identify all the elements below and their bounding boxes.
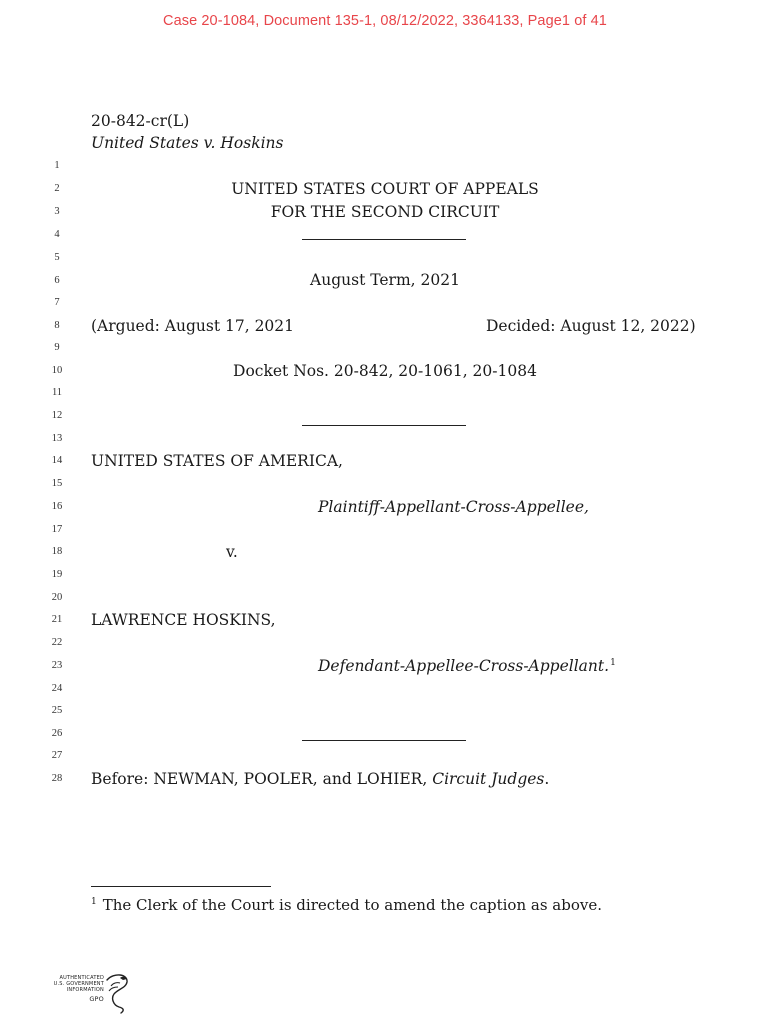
term: August Term, 2021 <box>310 271 460 289</box>
argued-date: (Argued: August 17, 2021 <box>91 317 295 335</box>
footnote-text: The Clerk of the Court is directed to amend the caption as above. <box>102 896 602 914</box>
line-number: 7 <box>54 297 60 308</box>
court-name: UNITED STATES COURT OF APPEALS <box>231 180 539 198</box>
case-short-title: United States v. Hoskins <box>91 134 284 152</box>
decided-date: Decided: August 12, 2022) <box>486 317 696 335</box>
gpo-agency: GPO <box>89 995 104 1003</box>
footnote-reference[interactable]: 1 <box>610 658 616 668</box>
defendant-role <box>318 657 616 675</box>
gpo-line: AUTHENTICATED <box>59 975 104 981</box>
footnote-marker: 1 <box>91 897 97 907</box>
footnote <box>91 896 602 914</box>
panel-end: . <box>544 770 550 788</box>
defendant-role-text: Defendant-Appellee-Cross-Appellant. <box>318 657 610 675</box>
line-number: 12 <box>51 410 63 421</box>
line-number: 15 <box>51 478 63 489</box>
docket-numbers: Docket Nos. 20-842, 20-1061, 20-1084 <box>233 362 537 380</box>
line-number: 19 <box>51 569 63 580</box>
versus: v. <box>226 543 238 561</box>
filing-header-stamp: Case 20-1084, Document 135-1, 08/12/2022, 3364133, Page1 of 41 <box>163 13 607 29</box>
gpo-eagle-icon <box>102 972 130 1016</box>
line-number: 26 <box>51 728 63 739</box>
line-number: 6 <box>54 275 60 286</box>
line-number: 5 <box>54 252 60 263</box>
line-number: 14 <box>51 455 63 466</box>
line-number: 25 <box>51 705 63 716</box>
line-number: 13 <box>51 433 63 444</box>
line-number: 4 <box>54 229 60 240</box>
caption-rule <box>302 740 466 741</box>
caption-rule <box>302 425 466 426</box>
line-number: 20 <box>51 592 63 603</box>
caption-rule <box>302 239 466 240</box>
line-number: 21 <box>51 614 63 625</box>
panel-judges <box>91 770 549 788</box>
gpo-line: INFORMATION <box>66 987 104 993</box>
line-number: 28 <box>51 773 63 784</box>
gpo-authentication-text <box>44 975 104 1003</box>
line-number: 3 <box>54 206 60 217</box>
panel-prefix: Before: NEWMAN, POOLER, and LOHIER, <box>91 770 433 788</box>
line-number: 22 <box>51 637 63 648</box>
line-number: 1 <box>54 160 60 171</box>
footnote-divider <box>91 886 271 887</box>
line-number: 10 <box>51 365 63 376</box>
panel-judges-title: Circuit Judges <box>432 770 545 788</box>
line-number: 24 <box>51 683 63 694</box>
line-number: 11 <box>51 387 63 398</box>
gpo-authentication-logo <box>44 972 134 1018</box>
court-circuit: FOR THE SECOND CIRCUIT <box>270 203 500 221</box>
line-number: 16 <box>51 501 63 512</box>
plaintiff-role: Plaintiff-Appellant-Cross-Appellee, <box>318 498 589 516</box>
line-number: 9 <box>54 342 60 353</box>
line-number: 27 <box>51 750 63 761</box>
line-number: 17 <box>51 524 63 535</box>
plaintiff-name: UNITED STATES OF AMERICA, <box>91 452 343 470</box>
line-number: 23 <box>51 660 63 671</box>
case-number: 20-842-cr(L) <box>91 112 190 130</box>
line-number: 8 <box>54 320 60 331</box>
line-number: 18 <box>51 546 63 557</box>
defendant-name: LAWRENCE HOSKINS, <box>91 611 276 629</box>
line-number: 2 <box>54 183 60 194</box>
gpo-line: U.S. GOVERNMENT <box>53 981 104 987</box>
